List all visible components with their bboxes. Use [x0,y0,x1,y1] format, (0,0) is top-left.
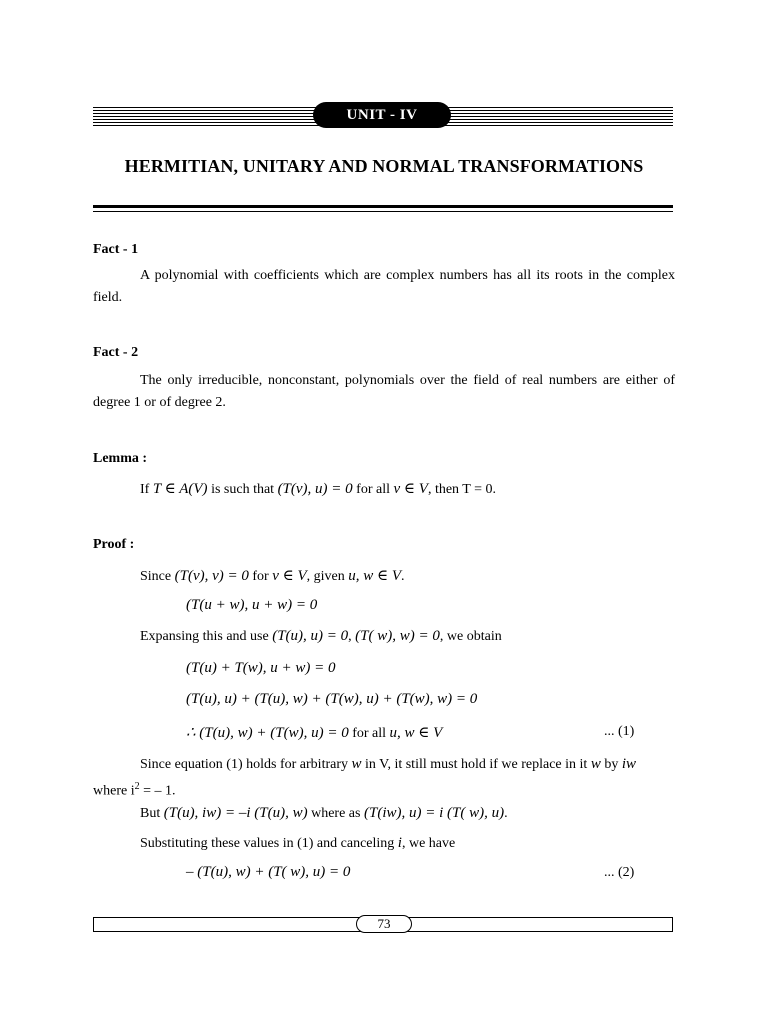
proof-line-3: But (T(u), iw) = –i (T(u), w) where as (T(iw), u) = i (T( w), u). [140,805,508,821]
lemma-heading: Lemma : [93,451,148,466]
fact2-text: The only irreducible, nonconstant, polynomials over the field of real numbers are either of degree 1 or of degree 2. [93,373,675,410]
page-number: 73 [356,915,412,933]
equation-expanded: (T(u), u) + (T(u), w) + (T(w), u) + (T(w), w) = 0 [186,691,478,707]
fact1-text: A polynomial with coefficients which are complex numbers has all its roots in the complex field. [93,268,675,305]
proof-heading: Proof : [93,537,135,552]
equation-2: – (T(u), w) + (T( w), u) = 0 [186,864,351,880]
unit-badge: UNIT - IV [313,102,451,128]
page-title: HERMITIAN, UNITARY AND NORMAL TRANSFORMATIONS [124,156,644,176]
equation-1: ∴ (T(u), w) + (T(w), u) = 0 for all u, w ∈ V [186,725,443,741]
proof-line-1: Since (T(v), v) = 0 for v ∈ V, given u, w ∈ V. [140,568,405,584]
proof-line-2: Expansing this and use (T(u), u) = 0, (T( w), w) = 0, we obtain [140,628,502,644]
proof-line-4: Substituting these values in (1) and canceling i, we have [140,835,456,851]
fact1-heading: Fact - 1 [93,242,139,257]
equation-1-tag: ... (1) [604,724,635,739]
fact2-heading: Fact - 2 [93,345,139,360]
proof-paragraph: Since equation (1) holds for arbitrary w in V, it still must hold if we replace in it w by iw where $i^2$ = – 1. [93,756,637,799]
lemma-statement: If T ∈ A(V) is such that (T(v), u) = 0 for all v ∈ V, then T = 0. [140,481,496,497]
equation-2-tag: ... (2) [604,865,635,880]
equation-sum: (T(u) + T(w), u + w) = 0 [186,660,336,676]
equation-expand: (T(u + w), u + w) = 0 [186,597,318,613]
